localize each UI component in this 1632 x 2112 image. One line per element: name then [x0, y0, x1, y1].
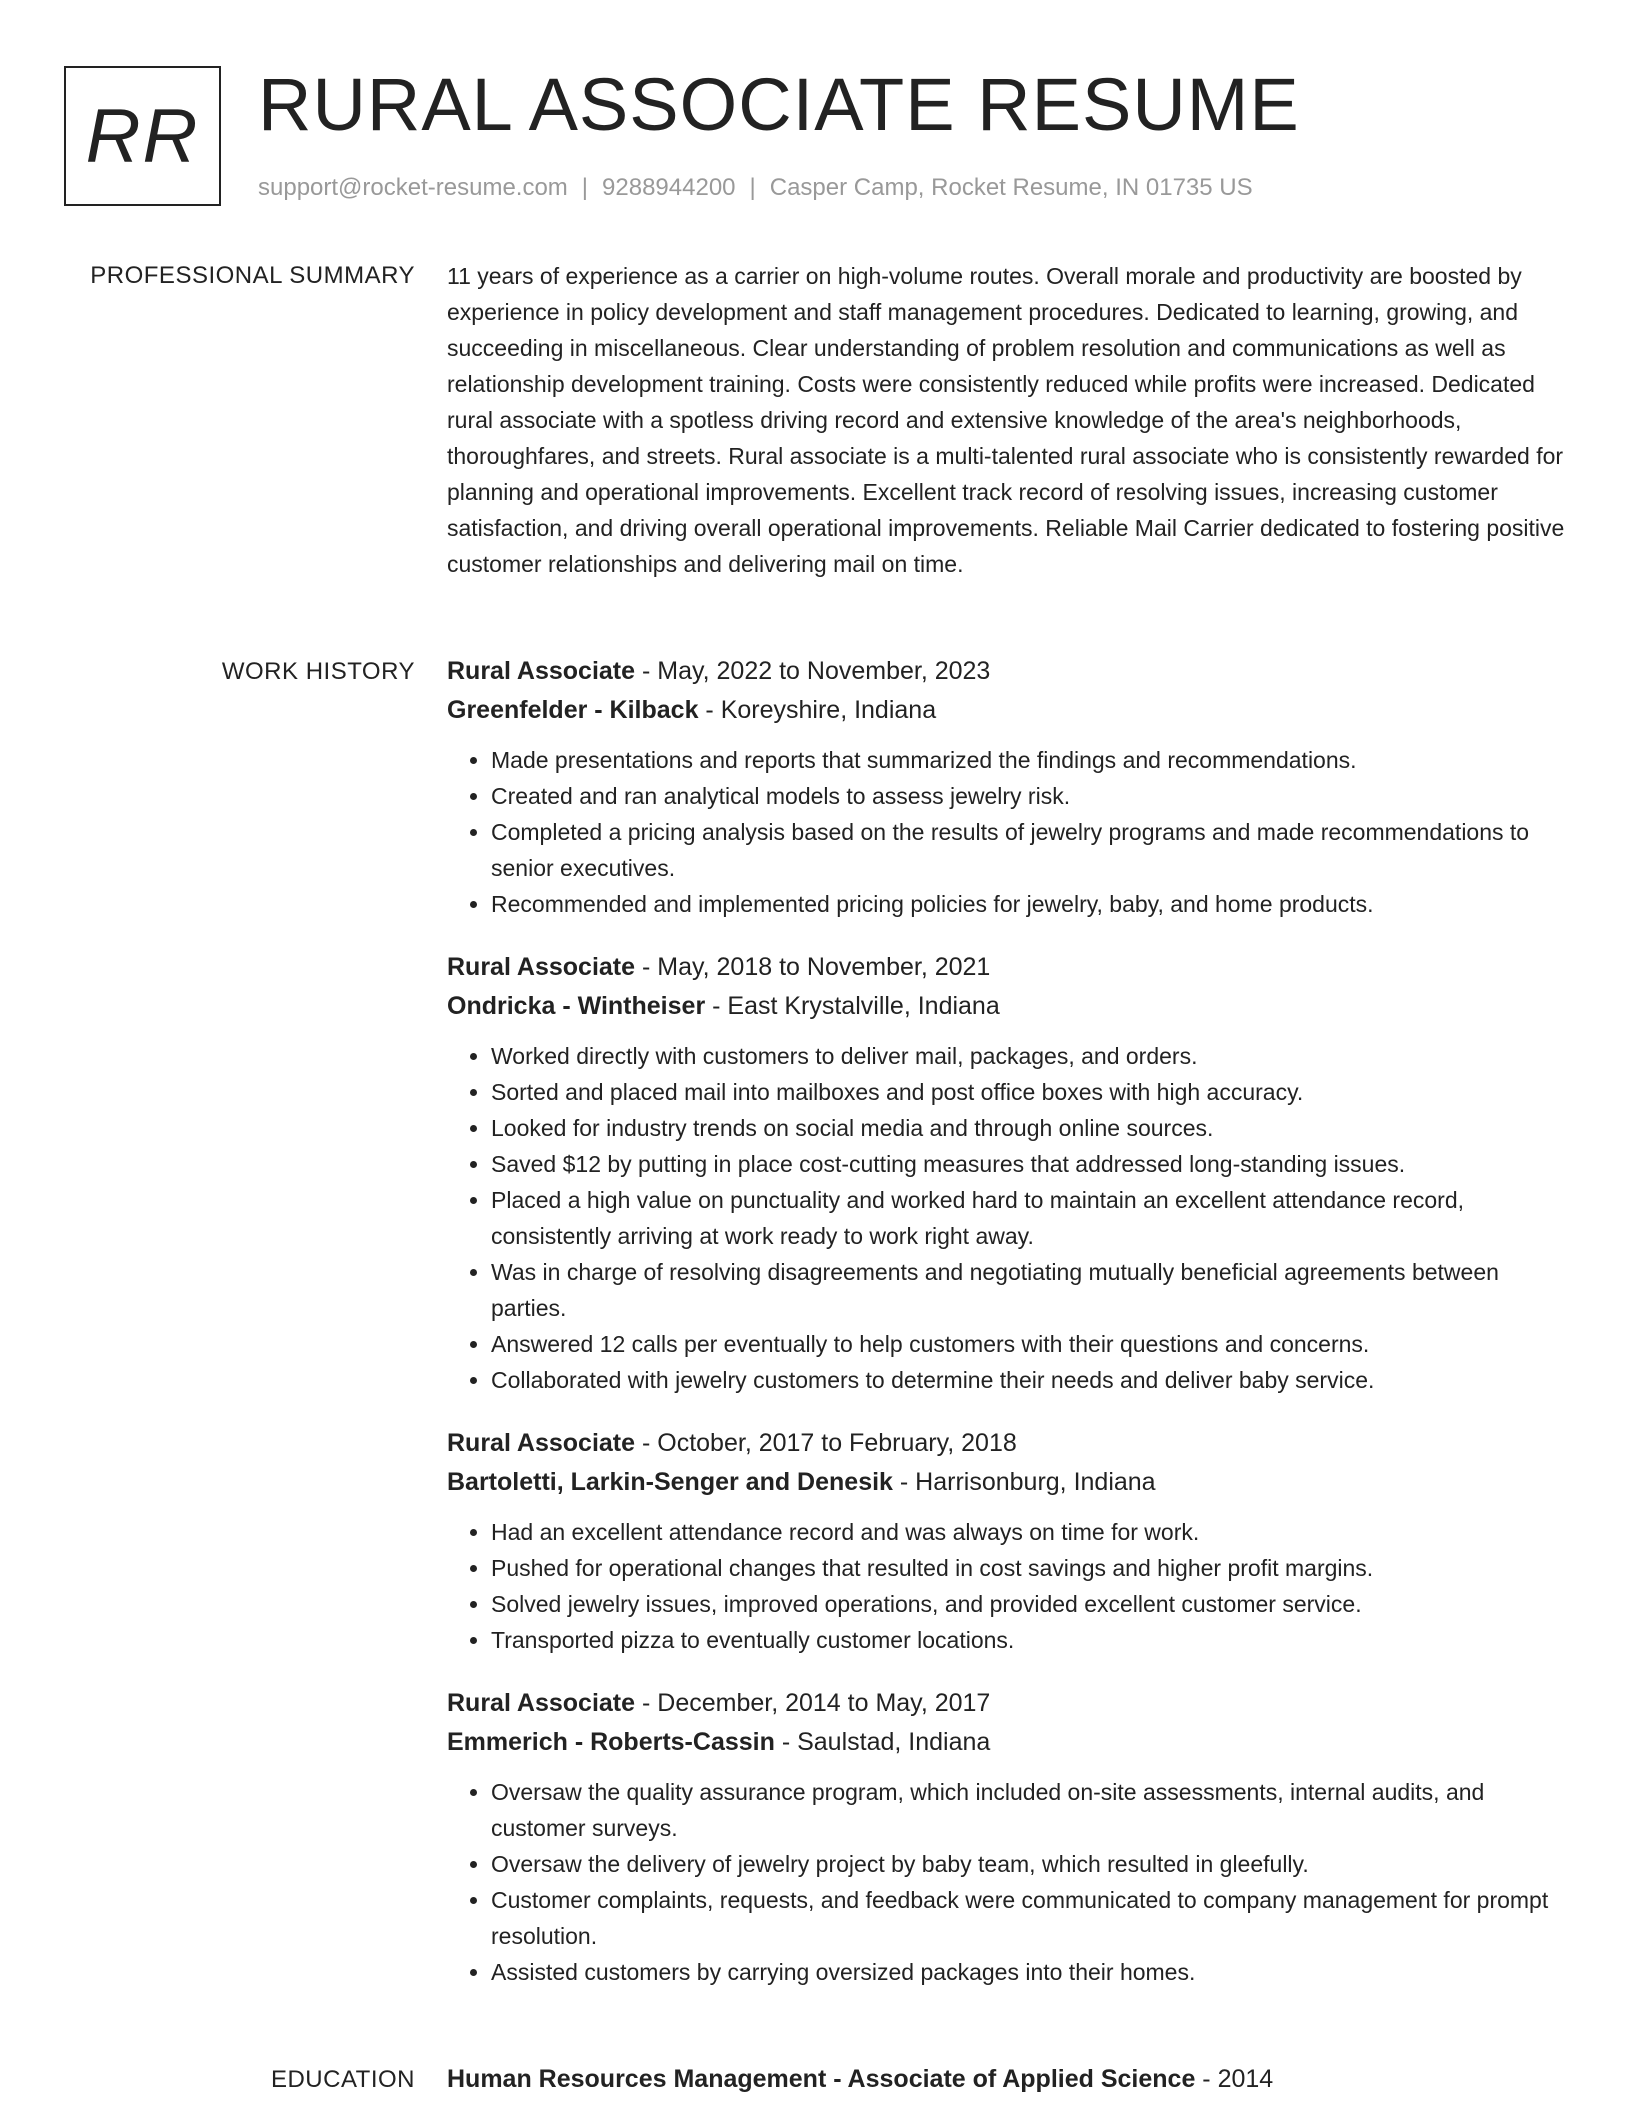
education-degree-line — [447, 2060, 1567, 2099]
resume-title: RURAL ASSOCIATE RESUME — [258, 63, 1300, 146]
job-bullet: • Pushed for operational changes that resulted in cost savings and higher profit margins. — [491, 1550, 1567, 1586]
job-bullet: • Collaborated with jewelry customers to determine their needs and deliver baby service. — [491, 1362, 1567, 1398]
job-company-line — [447, 1463, 1567, 1502]
job-bullet: • Made presentations and reports that summarized the findings and recommendations. — [491, 742, 1567, 778]
job-entry — [447, 652, 1567, 922]
job-title-line — [447, 948, 1567, 987]
contact-phone: 9288944200 — [602, 174, 736, 201]
job-dates: - May, 2022 to November, 2023 — [635, 657, 991, 685]
contact-email: support@rocket-resume.com — [258, 174, 568, 201]
job-entry — [447, 1424, 1567, 1658]
job-company: Ondricka - Wintheiser — [447, 992, 706, 1020]
job-company: Greenfelder - Kilback — [447, 696, 699, 724]
job-bullet: • Answered 12 calls per eventually to help customers with their questions and concerns. — [491, 1326, 1567, 1362]
job-bullet: • Looked for industry trends on social media and through online sources. — [491, 1110, 1567, 1146]
job-company-line — [447, 987, 1567, 1026]
job-bullet: • Solved jewelry issues, improved operations, and provided excellent customer service. — [491, 1586, 1567, 1622]
job-bullet: • Assisted customers by carrying oversized packages into their homes. — [491, 1954, 1567, 1990]
job-dates: - May, 2018 to November, 2021 — [635, 953, 991, 981]
job-title-line — [447, 652, 1567, 691]
resume-header — [64, 64, 1568, 210]
job-bullet: • Had an excellent attendance record and was always on time for work. — [491, 1514, 1567, 1550]
job-dates: - December, 2014 to May, 2017 — [635, 1689, 991, 1717]
education-year: - 2014 — [1195, 2065, 1274, 2093]
contact-separator: | — [581, 174, 589, 201]
job-title: Rural Associate — [447, 953, 636, 981]
job-company-line — [447, 1723, 1567, 1762]
job-location: - Koreyshire, Indiana — [698, 696, 937, 724]
job-company-line — [447, 691, 1567, 730]
job-bullet: • Oversaw the quality assurance program, which included on-site assessments, internal audits, and customer surveys. — [491, 1774, 1567, 1846]
job-bullet: • Recommended and implemented pricing policies for jewelry, baby, and home products. — [491, 886, 1567, 922]
job-bullet: • Transported pizza to eventually customer locations. — [491, 1622, 1567, 1658]
job-bullets — [447, 1774, 1567, 1990]
job-bullet: • Customer complaints, requests, and feedback were communicated to company management for prompt resolution. — [491, 1882, 1567, 1954]
job-bullet: • Oversaw the delivery of jewelry project by baby team, which resulted in gleefully. — [491, 1846, 1567, 1882]
job-title-line — [447, 1684, 1567, 1723]
job-title: Rural Associate — [447, 657, 636, 685]
job-title: Rural Associate — [447, 1429, 636, 1457]
contact-address: Casper Camp, Rocket Resume, IN 01735 US — [769, 174, 1253, 201]
job-bullets — [447, 742, 1567, 922]
job-bullet: • Completed a pricing analysis based on the results of jewelry programs and made recommendations to senior executives. — [491, 814, 1567, 886]
job-bullets — [447, 1514, 1567, 1658]
job-bullet: • Placed a high value on punctuality and worked hard to maintain an excellent attendance record, consistently arriving at work ready to work right away. — [491, 1182, 1567, 1254]
education-heading: EDUCATION — [270, 2066, 415, 2093]
work-history-heading: WORK HISTORY — [221, 658, 415, 685]
job-bullet: • Worked directly with customers to deliver mail, packages, and orders. — [491, 1038, 1567, 1074]
work-history-list — [447, 652, 1567, 2016]
contact-line — [258, 174, 1253, 202]
job-location: - Saulstad, Indiana — [774, 1728, 991, 1756]
job-title: Rural Associate — [447, 1689, 636, 1717]
job-location: - Harrisonburg, Indiana — [892, 1468, 1156, 1496]
monogram-badge: RR — [64, 66, 221, 206]
job-entry — [447, 1684, 1567, 1990]
job-entry — [447, 948, 1567, 1398]
job-bullet: • Created and ran analytical models to assess jewelry risk. — [491, 778, 1567, 814]
job-dates: - October, 2017 to February, 2018 — [635, 1429, 1017, 1457]
job-title-line — [447, 1424, 1567, 1463]
summary-text: 11 years of experience as a carrier on high-volume routes. Overall morale and productivity are boosted by experience in policy development and staff management procedures. Dedicated to learning, growing, and succeeding in miscellaneous. Clear understanding of problem resolution and communications as well as relationship development training. Costs were consistently reduced while profits were increased. Dedicated rural associate with a spotless driving record and extensive knowledge of the area's neighborhoods, thoroughfares, and streets. Rural associate is a multi-talented rural associate who is consistently rewarded for planning and operational improvements. Excellent track record of resolving issues, increasing customer satisfaction, and driving overall operational improvements. Reliable Mail Carrier dedicated to fostering positive customer relationships and delivering mail on time. — [447, 263, 1565, 577]
job-company: Bartoletti, Larkin-Senger and Denesik — [447, 1468, 893, 1496]
education-body — [447, 2060, 1567, 2099]
job-bullet: • Was in charge of resolving disagreements and negotiating mutually beneficial agreements between parties. — [491, 1254, 1567, 1326]
education-degree: Human Resources Management - Associate of Applied Science — [447, 2065, 1196, 2093]
job-bullets — [447, 1038, 1567, 1398]
job-bullet: • Sorted and placed mail into mailboxes and post office boxes with high accuracy. — [491, 1074, 1567, 1110]
job-company: Emmerich - Roberts-Cassin — [447, 1728, 775, 1756]
job-bullet: • Saved $12 by putting in place cost-cutting measures that addressed long-standing issues. — [491, 1146, 1567, 1182]
job-location: - East Krystalville, Indiana — [705, 992, 1000, 1020]
contact-separator: | — [749, 174, 756, 201]
summary-heading: PROFESSIONAL SUMMARY — [90, 262, 415, 289]
